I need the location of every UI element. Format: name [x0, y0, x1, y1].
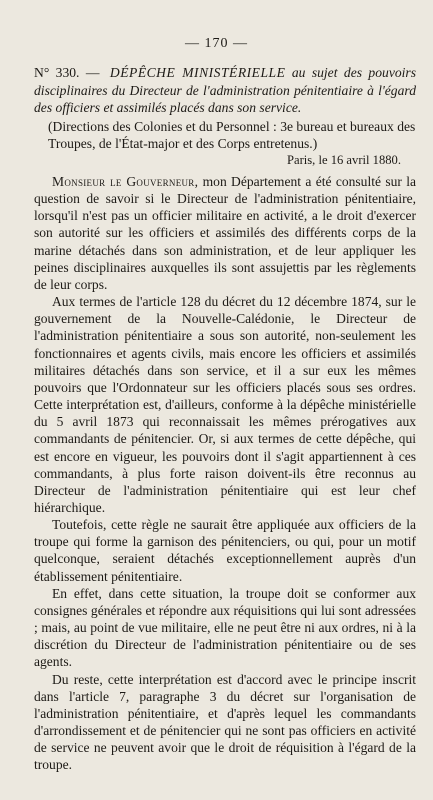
- paragraph-1-text: mon Département a été consulté sur la question de savoir si le Directeur de l'administration pénitentiaire, lorsqu'il n'est pas un officier militaire en activité, a le droit d'exercer son autorité sur les officiers et assimilés des différents corps de la marine détachés dans son administration, et de leur appliquer les peines disciplinaires auxquelles ils sont assujettis par les règlements de leur corps.: [34, 174, 416, 292]
- document-heading: DÉPÊCHE MINISTÉRIELLE: [109, 65, 286, 80]
- document-subtitle: (Directions des Colonies et du Personnel : 3e bureau et bureaux des Troupes, de l'État-major et des Corps entretenus.): [48, 119, 416, 151]
- salutation: Monsieur le Gouverneur,: [52, 174, 199, 189]
- page-number: — 170 —: [185, 36, 248, 51]
- document-title-rest: au sujet des pouvoirs disciplinaires du Directeur de l'administration pénitentiaire à l'égard des officiers et assimilés placés dans son service.: [34, 65, 417, 115]
- document-body: [34, 173, 416, 773]
- paragraph-3: Toutefois, cette règle ne saurait être appliquée aux officiers de la troupe qui forme la garnison des pénitenciers, ou qui, pour un motif quelconque, seraient détachés exceptionnellement auprès d'un établissement pénitentiaire.: [34, 517, 416, 584]
- paragraph-2: Aux termes de l'article 128 du décret du 12 décembre 1874, sur le gouvernement de la Nouvelle-Calédonie, le Directeur de l'administration pénitentiaire a sous son autorité, non-seulement les fonctionnaires et agents civils, mais encore les officiers et assimilés militaires détachés dans son service, et il a sur eux les mêmes pouvoirs que l'Ordonnateur sur les officiers placés sous ses ordres. Cette interprétation est, d'ailleurs, conforme à la dépêche ministérielle du 5 avril 1873 qui reconnaissait les mêmes prérogatives aux commandants de pénitencier. Or, si aux termes de cette dépêche, qui est encore en vigueur, les pouvoirs dont il s'agit appartiennent à ces commandants, à plus forte raison doivent-ils être reconnus au Directeur de l'administration pénitentiaire qui est leur chef hiérarchique.: [34, 294, 416, 515]
- document-number: N° 330. —: [34, 65, 100, 80]
- document-date: Paris, le 16 avril 1880.: [286, 153, 401, 167]
- paragraph-5: Du reste, cette interprétation est d'accord avec le principe inscrit dans l'article 7, paragraphe 3 du décret sur l'organisation de l'administration pénitentiaire, et d'après lequel les commandants d'arrondissement et de pénitencier qui ne sont pas officiers en activité de service ne peuvent avoir que le droit de réquisition à l'égard de la troupe.: [34, 671, 416, 773]
- paragraph-4: En effet, dans cette situation, la troupe doit se conformer aux consignes générales et répondre aux réquisitions qui lui sont adressées ; mais, au point de vue militaire, elle ne peut être ni aux ordres, ni à la discrétion du Directeur de l'administration pénitentiaire ou de ses agents.: [34, 585, 416, 670]
- paragraph-1: [34, 173, 416, 293]
- document-title: [34, 64, 416, 117]
